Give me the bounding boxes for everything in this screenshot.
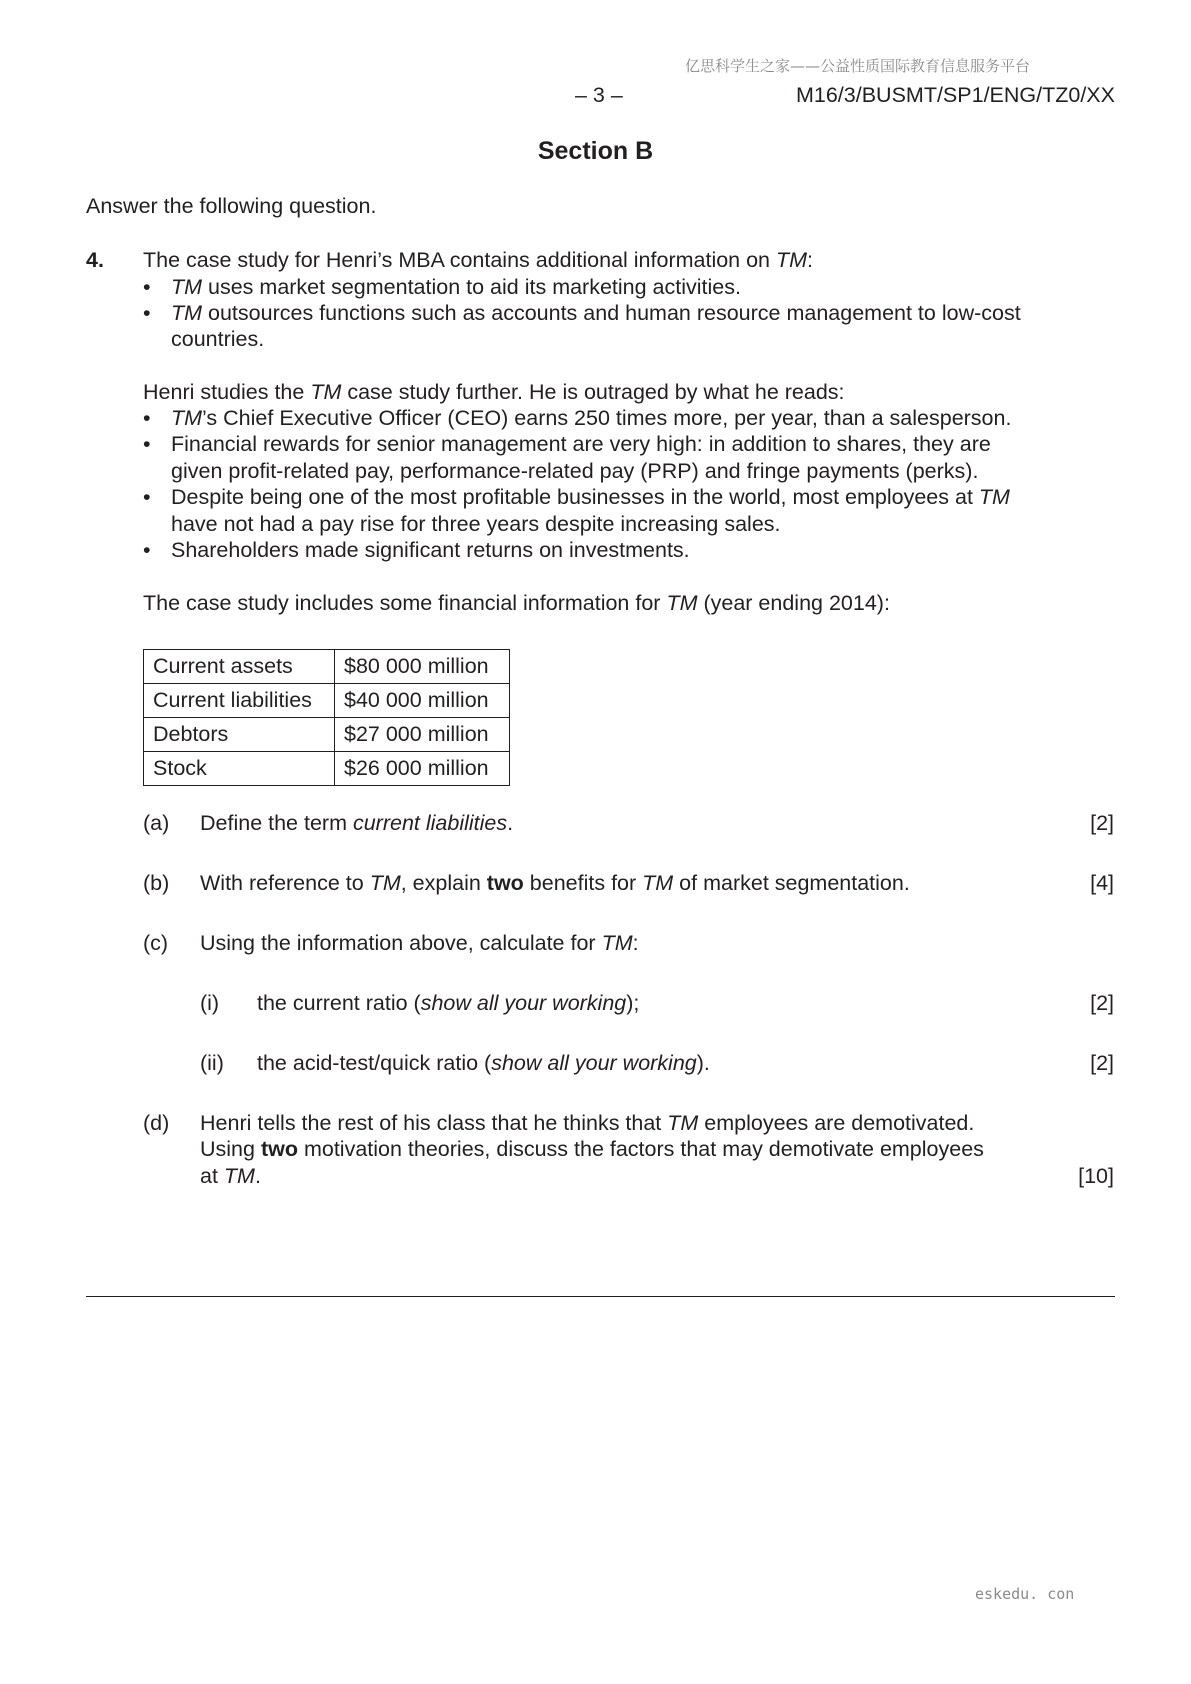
watermark-footer: eskedu. con	[975, 1585, 1075, 1603]
table-cell-value: $26 000 million	[335, 752, 510, 786]
bullet-item: Financial rewards for senior management are very high: in addition to shares, they are	[171, 432, 991, 456]
table-cell-value: $27 000 million	[335, 718, 510, 752]
part-b-text: With reference to TM, explain two benefits for TM of market segmentation.	[200, 871, 910, 895]
bullet-marker: •	[143, 275, 151, 299]
bullet-item-continuation: countries.	[171, 327, 265, 351]
part-c-text: Using the information above, calculate for TM:	[200, 931, 639, 955]
bullet-item-continuation: given profit-related pay, performance-related pay (PRP) and fringe payments (perks).	[171, 459, 979, 483]
table-cell-label: Current assets	[144, 650, 335, 684]
bullet-item-continuation: have not had a pay rise for three years despite increasing sales.	[171, 512, 781, 536]
section-title: Section B	[537, 137, 654, 165]
bullet-item: TM uses market segmentation to aid its marketing activities.	[171, 275, 741, 299]
part-d-label: (d)	[143, 1111, 170, 1135]
bullet-item: Despite being one of the most profitable businesses in the world, most employees at TM	[171, 485, 1010, 509]
bullet-marker: •	[143, 485, 151, 509]
bullet-item: TM outsources functions such as accounts and human resource management to low-cost	[171, 301, 1021, 325]
watermark-header: 亿思科学生之家——公益性质国际教育信息服务平台	[685, 57, 1031, 75]
paper-code: M16/3/BUSMT/SP1/ENG/TZ0/XX	[795, 83, 1115, 107]
horizontal-rule	[86, 1296, 1115, 1297]
bullet-item: Shareholders made significant returns on investments.	[171, 538, 690, 562]
table-cell-label: Debtors	[144, 718, 335, 752]
part-b-label: (b)	[143, 871, 170, 895]
table-cell-value: $40 000 million	[335, 684, 510, 718]
table-row	[144, 684, 510, 718]
financial-table	[143, 649, 510, 786]
part-b-marks: [4]	[1090, 871, 1114, 895]
part-d-text-line1: Henri tells the rest of his class that he thinks that TM employees are demotivated.	[200, 1111, 975, 1135]
paragraph: The case study includes some financial information for TM (year ending 2014):	[143, 591, 890, 615]
bullet-marker: •	[143, 406, 151, 430]
bullet-marker: •	[143, 538, 151, 562]
part-a-marks: [2]	[1090, 811, 1114, 835]
bullet-item: TM’s Chief Executive Officer (CEO) earns 250 times more, per year, than a salesperson.	[171, 406, 1012, 430]
part-c-i-marks: [2]	[1090, 991, 1114, 1015]
bullet-marker: •	[143, 301, 151, 325]
table-row	[144, 718, 510, 752]
instruction: Answer the following question.	[86, 194, 377, 218]
part-c-i-label: (i)	[200, 991, 220, 1015]
question-number: 4.	[86, 248, 104, 272]
part-c-ii-marks: [2]	[1090, 1051, 1114, 1075]
part-c-label: (c)	[143, 931, 169, 955]
bullet-marker: •	[143, 432, 151, 456]
part-d-text-line3: at TM.	[200, 1164, 261, 1188]
question-intro: The case study for Henri’s MBA contains additional information on TM:	[143, 248, 814, 272]
part-c-i-text: the current ratio (show all your working);	[257, 991, 640, 1015]
part-c-ii-text: the acid-test/quick ratio (show all your working).	[257, 1051, 710, 1075]
table-row	[144, 650, 510, 684]
table-cell-label: Current liabilities	[144, 684, 335, 718]
table-cell-value: $80 000 million	[335, 650, 510, 684]
table-cell-label: Stock	[144, 752, 335, 786]
paragraph: Henri studies the TM case study further. He is outraged by what he reads:	[143, 380, 845, 404]
page-number: – 3 –	[575, 83, 623, 107]
part-d-text-line2: Using two motivation theories, discuss the factors that may demotivate employees	[200, 1137, 984, 1161]
part-c-ii-label: (ii)	[200, 1051, 224, 1075]
part-d-marks: [10]	[1078, 1164, 1114, 1188]
part-a-text: Define the term current liabilities.	[200, 811, 514, 835]
table-row	[144, 752, 510, 786]
part-a-label: (a)	[143, 811, 170, 835]
